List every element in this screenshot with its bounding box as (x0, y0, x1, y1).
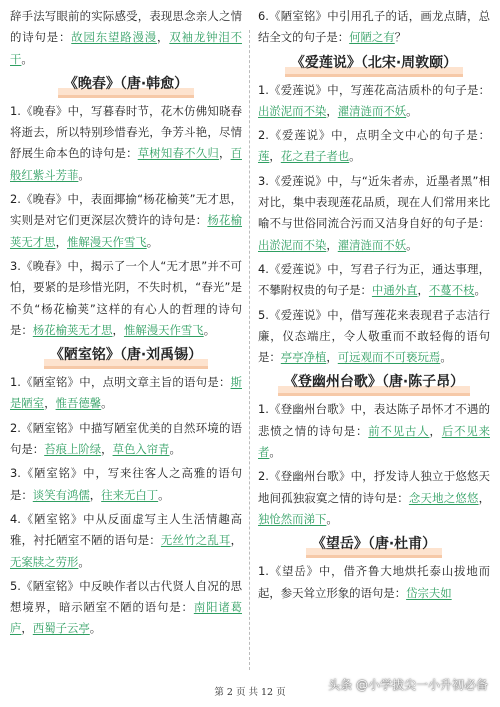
section-heading: 《晚春》（唐·韩愈） (58, 73, 194, 98)
answer-text: 谈笑有鸿儒 (32, 487, 90, 502)
question-text: 。 (326, 511, 338, 526)
question-paragraph (10, 101, 242, 186)
question-text: 1.《望岳》中，借齐鲁大地烘托泰山拔地而起，参天耸立形象的语句是： (258, 564, 490, 600)
answer-text: 南阳诸葛庐 (10, 600, 242, 636)
question-text: ， (112, 322, 124, 337)
answer-text: 草色入帘青 (112, 442, 170, 457)
question-text: 1.《爱莲说》中，写莲花高洁质朴的句子是： (258, 82, 490, 97)
question-paragraph (258, 399, 490, 463)
answer-text: 无案牍之劳形 (10, 554, 79, 569)
answer-text: 莲 (258, 149, 270, 164)
question-paragraph (10, 576, 242, 640)
question-paragraph (258, 125, 490, 168)
question-text: 。 (406, 103, 418, 118)
question-text: ， (269, 149, 281, 164)
answer-text: 惟解漫天作雪飞 (66, 234, 147, 249)
answer-text: 出淤泥而不染 (258, 103, 327, 118)
question-text: 。 (349, 149, 361, 164)
question-text: ， (478, 490, 490, 505)
question-paragraph (258, 305, 490, 369)
answer-text: 濯清涟而不妖 (337, 237, 407, 252)
answer-text: 可远观而不可亵玩焉 (337, 350, 441, 365)
section-heading: 《望岳》（唐·杜甫） (306, 533, 442, 558)
answer-text: 杨花榆荚无才思 (10, 213, 242, 249)
question-paragraph (258, 6, 490, 49)
question-text: 3.《陋室铭》中，写来往客人之高雅的语句是： (10, 466, 242, 502)
question-paragraph (10, 256, 242, 341)
question-text: ， (326, 350, 338, 365)
answer-text: 惟吾德馨 (55, 396, 102, 411)
question-text: 6.《陋室铭》中引用孔子的话，画龙点睛，总结全文的句子是： (258, 9, 490, 45)
question-paragraph (10, 6, 242, 70)
answer-text: 何陋之有 (349, 30, 395, 45)
answer-text: 往来无白丁 (101, 487, 159, 502)
question-text: 辞手法写眼前的实际感受，表现思念亲人之情的诗句是： (10, 9, 242, 45)
question-text: 。 (78, 167, 90, 182)
question-paragraph (10, 418, 242, 461)
answer-text: 不蔓不枝 (428, 283, 475, 298)
answer-text: 双袖龙钟泪不干 (10, 30, 242, 66)
question-paragraph (258, 80, 490, 123)
section-heading: 《登幽州台歌》（唐·陈子昂） (278, 371, 470, 396)
question-text: ， (326, 237, 338, 252)
answer-text: 后不见来者 (258, 423, 490, 460)
question-text: 。 (203, 322, 216, 337)
question-text: ， (417, 283, 429, 298)
question-text: ， (89, 487, 102, 502)
answer-text: 草树知春不久归 (137, 146, 219, 161)
answer-text: 西蜀子云亭 (32, 621, 90, 636)
answer-text: 苔痕上阶绿 (44, 442, 102, 457)
section-heading: 《爱莲说》（北宋·周敦颐） (285, 52, 463, 77)
question-text: ？ (394, 30, 407, 45)
question-paragraph (258, 561, 490, 604)
question-text: 。 (440, 350, 452, 365)
question-text: 。 (78, 554, 90, 569)
question-text: 3.《晚春》中，揭示了一个人“无才思”并不可怕，要紧的是珍惜光阴，不失时机，“春光”是不负“杨花榆荚”这样的有心人的哲理的诗句是： (10, 258, 242, 337)
question-paragraph (258, 259, 490, 302)
answer-text: 杨花榆荚无才思 (32, 322, 113, 337)
question-text: 。 (169, 442, 181, 457)
question-text: ， (218, 146, 231, 161)
question-text: 。 (269, 445, 281, 460)
question-text: 5.《爱莲说》中，借写莲花来表现君子志洁行廉，仪态端庄，令人敬重而不敢轻侮的语句是： (258, 307, 490, 365)
question-text: ， (55, 234, 67, 249)
watermark: 头条 @小学拔尖一小升初必备 (328, 678, 488, 692)
answer-text: 岱宗夫如 (406, 585, 452, 600)
answer-text: 无丝竹之乱耳 (160, 533, 231, 548)
question-text: 。 (21, 51, 33, 66)
column-divider (249, 30, 250, 670)
question-text: 。 (406, 237, 418, 252)
question-text: ， (429, 423, 442, 438)
answer-text: 濯清涟而不妖 (337, 103, 407, 118)
question-text: 。 (146, 234, 159, 249)
question-paragraph (258, 171, 490, 256)
question-text: ， (21, 621, 33, 636)
question-text: 。 (474, 283, 486, 298)
question-text: 2.《登幽州台歌》中，抒发诗人独立于悠悠天地间孤独寂寞之情的诗句是： (258, 469, 490, 505)
question-text: 1.《陋室铭》中，点明文章主旨的语句是： (10, 375, 231, 390)
answer-text: 独怆然而涕下 (258, 511, 327, 526)
answer-text: 花之君子者也 (280, 149, 350, 164)
page-number: 第 2 页 共 12 页 (214, 687, 286, 698)
question-text: ， (157, 30, 170, 45)
answer-text: 百般红紫斗芳菲 (10, 146, 242, 182)
question-text: 5.《陋室铭》中反映作者以古代贤人自况的思想境界，暗示陋室不陋的语句是： (10, 578, 242, 615)
answer-text: 念天地之悠悠 (408, 490, 479, 505)
answer-text: 故园东望路漫漫 (71, 30, 158, 45)
left-column (10, 6, 242, 643)
answer-text: 斯是陋室 (10, 375, 242, 411)
question-text: 2.《陋室铭》中描写陋室优美的自然环境的语句是： (10, 420, 242, 457)
question-text: 。 (101, 396, 113, 411)
question-text: ， (101, 442, 113, 457)
answer-text: 亭亭净植 (280, 350, 327, 365)
question-text: 。 (89, 621, 102, 636)
question-text: ， (326, 103, 338, 118)
question-text: 3.《爱莲说》中，与“近朱者赤，近墨者黑”相对比，集中表现莲花品质，现在人们常用来比喻不与世俗同流合污而又洁身自好的句子是： (258, 173, 490, 231)
question-text: 2.《爱莲说》中，点明全文中心的句子是： (258, 128, 490, 143)
section-heading: 《陋室铭》（唐·刘禹锡） (44, 344, 208, 369)
question-text: 4.《爱莲说》中，写君子行为正，通达事理，不攀附权贵的句子是： (258, 261, 490, 298)
right-column (258, 6, 490, 607)
question-text: ， (230, 533, 242, 548)
question-text: 4.《陋室铭》中从反面虚写主人生活情趣高雅，衬托陋室不陋的语句是： (10, 511, 242, 548)
answer-text: 中通外直 (371, 283, 418, 298)
question-paragraph (10, 509, 242, 573)
answer-text: 前不见古人 (368, 423, 430, 438)
question-text: 1.《登幽州台歌》中，表达陈子昂怀才不遇的悲愤之情的诗句是： (258, 402, 490, 438)
question-paragraph (10, 372, 242, 415)
question-paragraph (258, 466, 490, 530)
question-text: 2.《晚春》中，表面揶揄“杨花榆荚”无才思，实则是对它们更深层次赞许的诗句是： (10, 192, 242, 228)
question-text: 。 (158, 487, 170, 502)
question-paragraph (10, 463, 242, 506)
answer-text: 惟解漫天作雪飞 (123, 322, 204, 337)
question-text: ， (44, 396, 56, 411)
answer-text: 出淤泥而不染 (258, 237, 327, 252)
question-text: 1.《晚春》中，写暮春时节，花木仿佛知晓春将逝去，所以特别珍惜春光，争芳斗艳，尽情舒展生命本色的诗句是： (10, 103, 242, 161)
question-paragraph (10, 189, 242, 253)
